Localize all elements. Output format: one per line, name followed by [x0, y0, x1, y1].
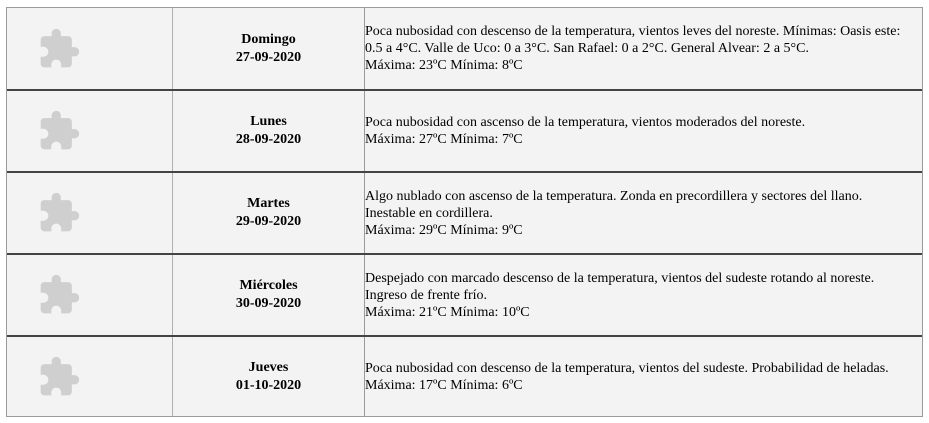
forecast-description-cell [365, 8, 922, 89]
forecast-row [7, 335, 922, 416]
forecast-min-max: Máxima: 23ºC Mínima: 8ºC [365, 58, 523, 73]
day-name: Martes [247, 196, 290, 211]
forecast-date-cell [173, 8, 365, 89]
day-date: 29-09-2020 [235, 214, 302, 229]
forecast-description: Despejado con marcado descenso de la temperatura, vientos del sudeste rotando al noreste. Ingreso de frente frío. [365, 270, 875, 303]
forecast-icon-cell [7, 255, 173, 335]
forecast-description: Poca nubosidad con descenso de la temperatura, vientos del sudeste. Probabilidad de heladas. [365, 360, 889, 376]
day-name: Domingo [241, 31, 296, 47]
day-name: Lunes [250, 114, 287, 129]
forecast-min-max: Máxima: 29ºC Mínima: 9ºC [365, 222, 523, 238]
forecast-row [7, 8, 922, 89]
day-date: 01-10-2020 [235, 377, 302, 393]
forecast-min-max: Máxima: 21ºC Mínima: 10ºC [365, 304, 530, 320]
day-date: 27-09-2020 [235, 49, 302, 65]
day-date: 30-09-2020 [235, 296, 302, 311]
forecast-icon-cell [7, 8, 173, 89]
forecast-description-cell [365, 255, 922, 335]
day-name: Jueves [248, 359, 289, 375]
forecast-description-cell [365, 173, 922, 253]
forecast-description: Poca nubosidad con descenso de la temperatura, vientos leves del noreste. Mínimas: Oasis este: 0.5 a 4°C. Valle de Uco: 0 a 3°C. San Rafael: 0 a 2°C. General Alvear: 2 a 5°C. [365, 24, 901, 56]
forecast-date-cell [173, 91, 365, 171]
forecast-description-cell [365, 91, 922, 171]
puzzle-piece-icon [37, 355, 81, 399]
day-name: Miércoles [239, 278, 298, 293]
puzzle-piece-icon [37, 191, 81, 235]
day-date: 28-09-2020 [235, 132, 302, 147]
forecast-icon-cell [7, 91, 173, 171]
forecast-date-cell [173, 337, 365, 416]
forecast-date-cell [173, 173, 365, 253]
forecast-min-max: Máxima: 27ºC Mínima: 7ºC [365, 132, 523, 147]
forecast-row [7, 253, 922, 335]
forecast-table [6, 7, 923, 417]
forecast-row [7, 171, 922, 253]
puzzle-piece-icon [37, 27, 81, 71]
forecast-row [7, 89, 922, 171]
forecast-date-cell [173, 255, 365, 335]
puzzle-piece-icon [37, 273, 81, 317]
forecast-description-cell [365, 337, 922, 416]
forecast-icon-cell [7, 173, 173, 253]
forecast-icon-cell [7, 337, 173, 416]
puzzle-piece-icon [37, 109, 81, 153]
forecast-min-max: Máxima: 17ºC Mínima: 6ºC [365, 377, 523, 393]
forecast-description: Poca nubosidad con ascenso de la temperatura, vientos moderados del noreste. [365, 115, 806, 130]
forecast-description: Algo nublado con ascenso de la temperatura. Zonda en precordillera y sectores del llano. Inestable en cordillera. [365, 188, 863, 221]
